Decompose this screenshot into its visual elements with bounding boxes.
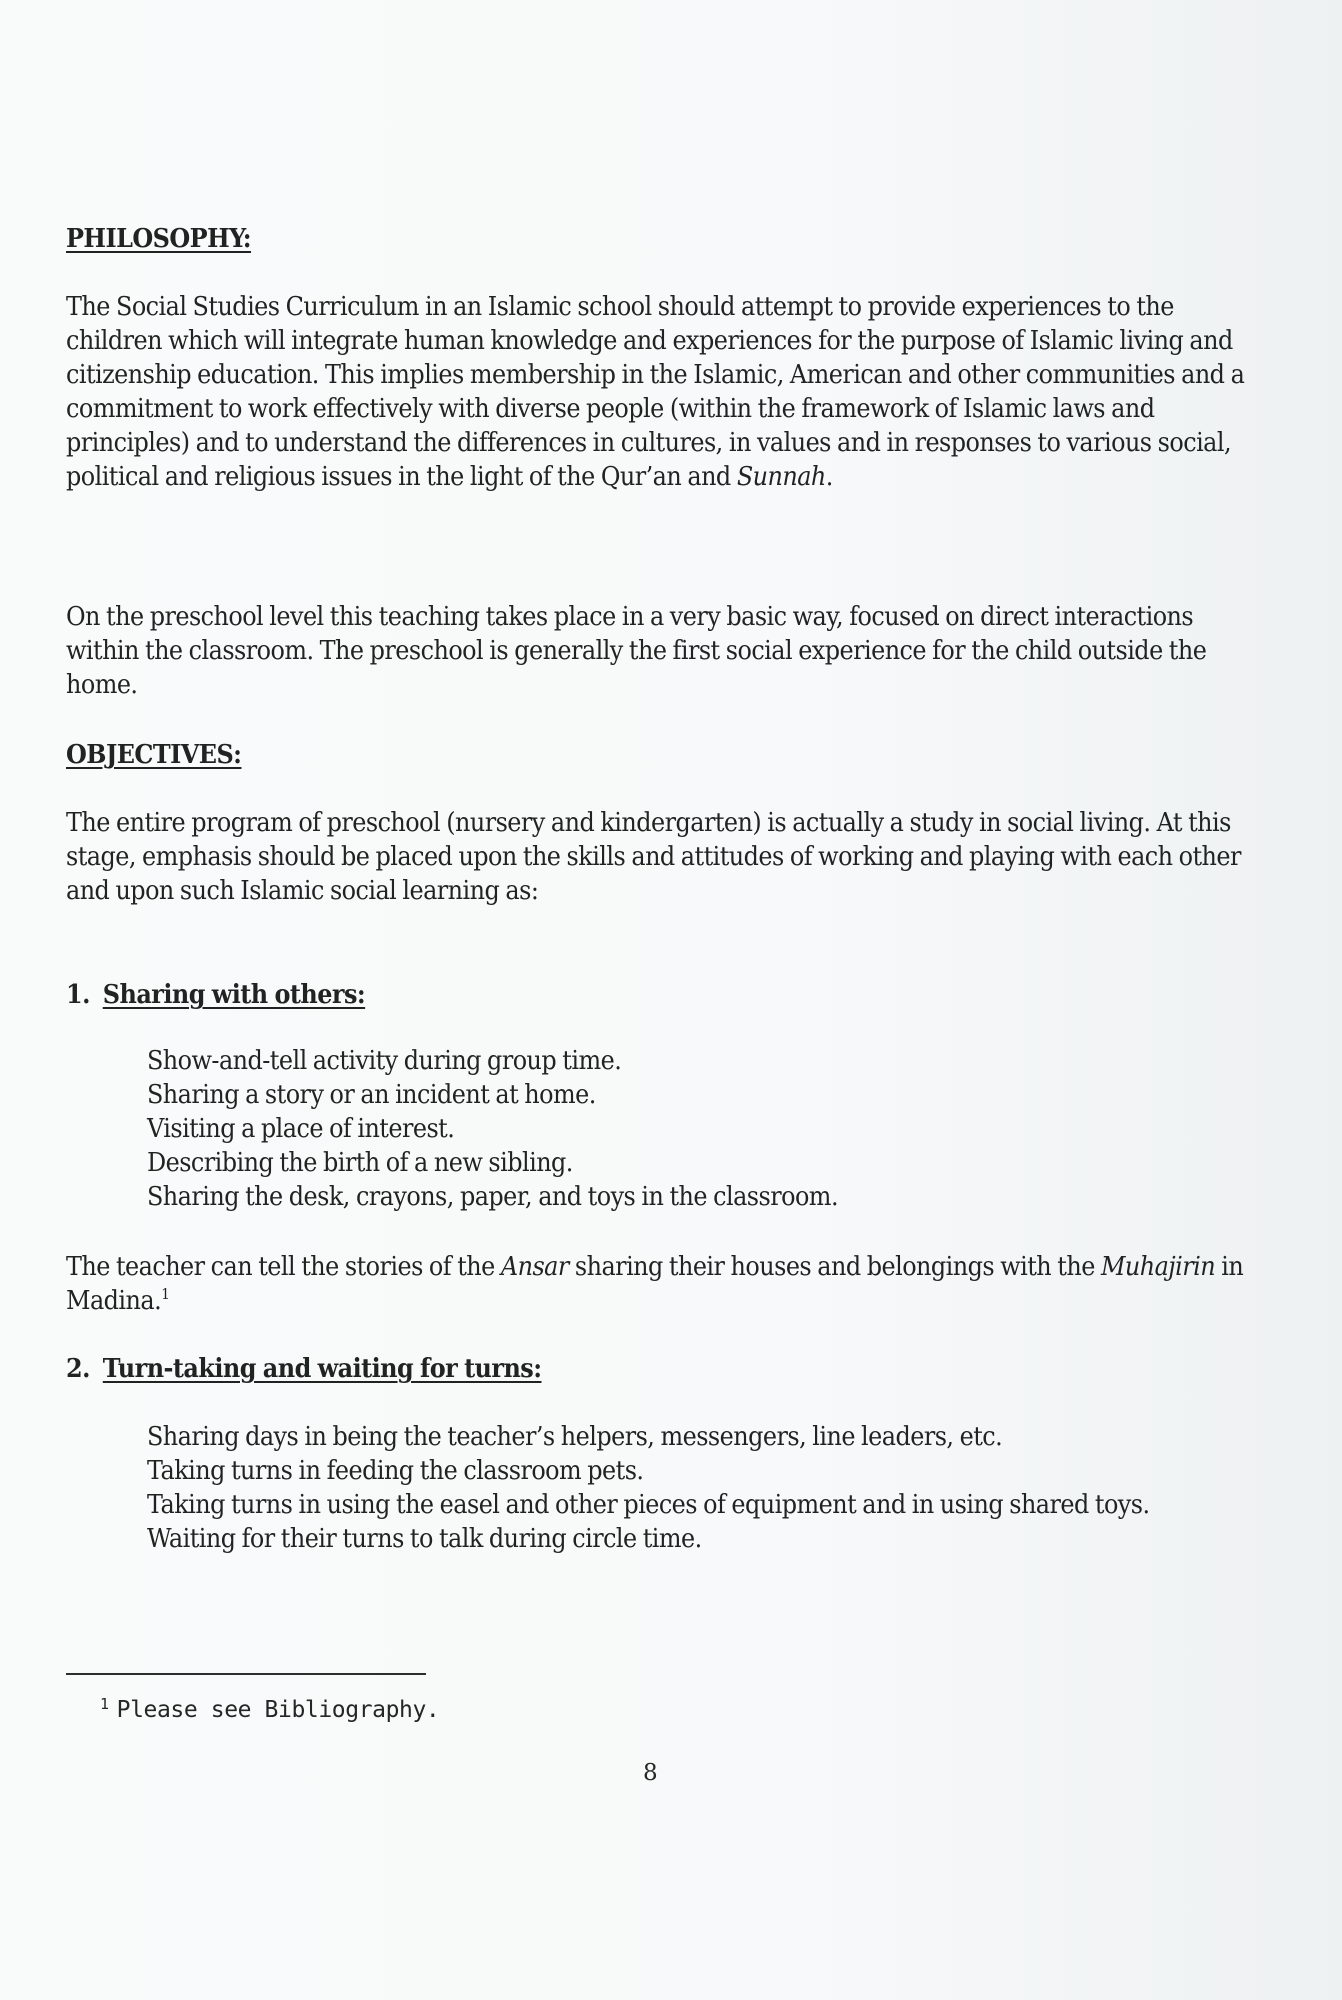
footnote-divider bbox=[66, 1673, 426, 1675]
list-item: Sharing a story or an incident at home. bbox=[146, 1080, 596, 1110]
philosophy-paragraph-2 bbox=[66, 600, 1271, 702]
note-text: The teacher can tell the stories of the bbox=[66, 1252, 501, 1282]
ansar-italic: Ansar bbox=[500, 1252, 569, 1282]
list-item: Taking turns in feeding the classroom pets. bbox=[146, 1456, 644, 1486]
objective-item-2 bbox=[66, 1352, 541, 1386]
philosophy-paragraph-1-end: . bbox=[825, 462, 833, 492]
list-item: Describing the birth of a new sibling. bbox=[146, 1148, 573, 1178]
objectives-section bbox=[66, 738, 241, 772]
philosophy-section bbox=[66, 222, 251, 256]
objective-item-2-heading bbox=[66, 1352, 541, 1386]
footnote-reference[interactable]: 1 bbox=[161, 1285, 170, 1303]
objective-item-1 bbox=[66, 978, 365, 1012]
list-item: Sharing days in being the teacher’s helpers, messengers, line leaders, etc. bbox=[146, 1422, 1003, 1452]
philosophy-paragraph-1 bbox=[66, 290, 1253, 494]
list-item: Waiting for their turns to talk during circle time. bbox=[146, 1524, 702, 1554]
objective-item-1-number: 1. bbox=[66, 980, 90, 1010]
footnote-marker: 1 bbox=[100, 1695, 109, 1713]
objectives-intro bbox=[66, 806, 1262, 908]
note-text: sharing their houses and belongings with the bbox=[568, 1252, 1101, 1282]
list-item: Taking turns in using the easel and other pieces of equipment and in using shared toys. bbox=[146, 1490, 1150, 1520]
list-item: Sharing the desk, crayons, paper, and toys in the classroom. bbox=[146, 1182, 838, 1212]
objective-item-2-number: 2. bbox=[66, 1354, 90, 1384]
philosophy-paragraph-1-text: The Social Studies Curriculum in an Islamic school should attempt to provide experiences to the children which will integrate human knowledge and experiences for the purpose of Islamic living and citizenship education. This implies membership in the Islamic, American and other communities and a commitment to work effectively with diverse people (within the framework of Islamic laws and principles) and to understand the differences in cultures, in values and in responses to various social, political and religious issues in the light of the Qur’an and bbox=[66, 292, 1245, 492]
note-text: in Madina. bbox=[66, 1252, 1244, 1316]
list-item: Show-and-tell activity during group time. bbox=[146, 1046, 622, 1076]
philosophy-heading: PHILOSOPHY: bbox=[66, 224, 252, 254]
objective-item-1-note bbox=[66, 1250, 1262, 1318]
objective-item-2-title: Turn-taking and waiting for turns: bbox=[102, 1354, 542, 1384]
footnote bbox=[100, 1695, 439, 1725]
objective-item-1-title: Sharing with others: bbox=[102, 980, 366, 1010]
footnote-text: Please see Bibliography. bbox=[116, 1697, 440, 1723]
philosophy-paragraph-2-text: On the preschool level this teaching takes place in a very basic way, focused on direct interactions within the classroom. The preschool is generally the first social experience for the child outside the home. bbox=[66, 602, 1207, 700]
objectives-intro-text: The entire program of preschool (nursery and kindergarten) is actually a study in social living. At this stage, emphasis should be placed upon the skills and attitudes of working and playing with each other and upon such Islamic social learning as: bbox=[66, 808, 1241, 906]
objective-item-1-heading bbox=[66, 978, 365, 1012]
objectives-heading: OBJECTIVES: bbox=[66, 740, 242, 770]
muhajirin-italic: Muhajirin bbox=[1100, 1252, 1216, 1282]
list-item: Visiting a place of interest. bbox=[146, 1114, 455, 1144]
sunnah-italic: Sunnah bbox=[736, 462, 826, 492]
objective-item-2-list bbox=[66, 1420, 1269, 1556]
page-number: 8 bbox=[643, 1760, 658, 1786]
objective-item-1-list bbox=[66, 1044, 838, 1214]
